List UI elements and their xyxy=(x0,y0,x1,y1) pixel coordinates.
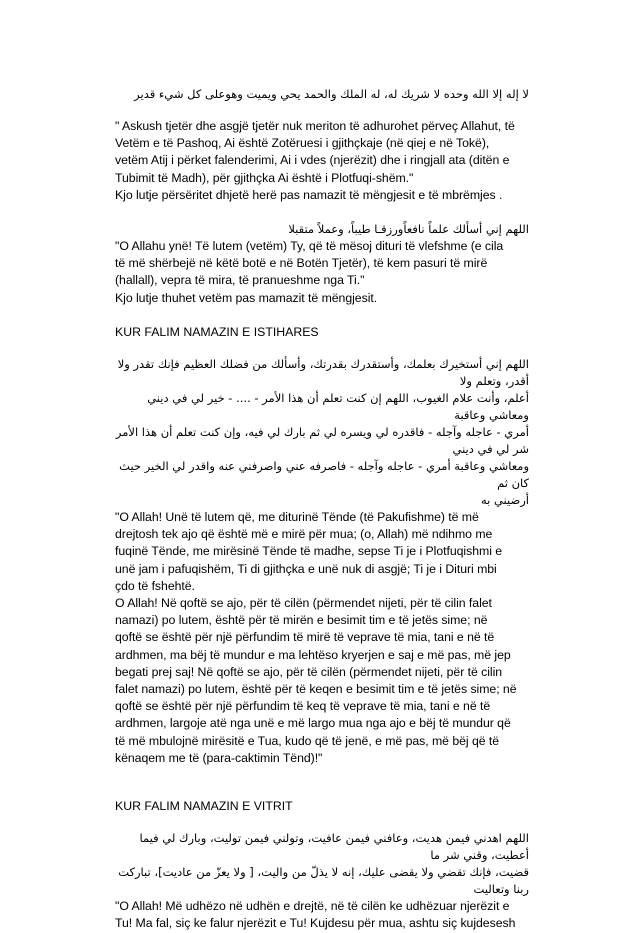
knowledge-dua-arabic: اللهم إني أسألك علماً نافعاًورزقـا طيباً، وعملاً متقبلا xyxy=(288,222,529,237)
knowledge-dua-translation: "O Allahu ynë! Të lutem (vetëm) Ty, që të mësoj dituri të vlefshme (e cila të më shërbejë në këtë botë e në Botën Tjetër), të kem pasuri të mirë (hallall), vepra të mira, të pranueshme nga Ti." Kjo lutje thuhet vetëm pas mamazit të mëngjesit. xyxy=(115,239,504,305)
vitr-dua-arabic: اللهم اهدني فيمن هديت، وعافني فيمن عافيت، وتولني فيمن توليت، وبارك لي فيما أعطيت، وقني شر ما قضيت، فإنك تقضي ولا يقضى عليك، إنه لا يذلّ من واليت، [ ولا يعزّ من عاديت]، تباركت ربنا وتعاليت xyxy=(118,831,529,897)
tahlil-dua-translation: " Askush tjetër dhe asgjë tjetër nuk meriton të adhurohet përveç Allahut, të Vetëm e të Pashoq, Ai është Zotëruesi i gjithçkaje (në qiej e në Tokë), vetëm Atij i përket falenderimi, Ai i vdes (njerëzit) dhe i ringjall ata (ditën e Tubimit të Madh), për gjithçka Ai është i Plotfuqi-shëm." Kjo lutje përsëritet dhjetë herë pas namazit të mëngjesit e të mbrëmjes . xyxy=(115,119,515,202)
istihare-heading: KUR FALIM NAMAZIN E ISTIHARES xyxy=(115,324,319,339)
istihare-dua-arabic: اللهم إني أستخيرك بعلمك، وأستقدرك بقدرتك، وأسألك من فضلك العظيم فإنك تقدر ولا أقدر، وتعلم ولا أعلم، وأنت علام الغيوب، اللهم إن كنت تعلم أن هذا الأمر - .... - خير لي في ديني ومعاشي وعاقبة أمري - عاجله وآجله - فاقدره لي ويسره لي ثم بارك لي فيه، وإن كنت تعلم أن هذا الأمر شر لي في ديني ومعاشي وعاقبة أمري - عاجله وآجله - فاصرفه عني واصرفني عنه واقدر لي الخير حيث كان ثم أرضيني به xyxy=(115,357,529,508)
tahlil-dua-arabic: لا إله إلا الله وحده لا شريك له، له الملك والحمد يحي ويميت وهوعلى كل شيء قدير xyxy=(134,87,529,101)
istihare-dua-translation: "O Allah! Unë të lutem që, me diturinë Tënde (të Pakufishme) të më drejtosh tek ajo që është më e mirë për mua; (o, Allah) më ndihmo me fuqinë Tënde, me mirësinë Tënde të madhe, sepse Ti je i Plotfuqishmi e unë jam i pafuqishëm, Ti di gjithçka e unë nuk di asgjë; Ti je i Dituri mbi çdo të fshehtë. O Allah! Në qoftë se ajo, për të cilën (përmendet nijeti, për të cilin falet namazi) po lutem, është për të mirën e besimit tim e të jetës sime; në qoftë se është për një përfundim të mirë të veprave të mia, tani e në të ardhmen, ma bëj të mundur e ma lehtëso kryerjen e saj e më pas, më jep begati prej saj! Në qoftë se ajo, për të cilën (përmendet nijeti, për të cilin falet namazi) po lutem, është për të keqen e besimit tim e të jetës sime; në qoftë se është për një përfundim të keq të veprave të mia, tani e në të ardhmen, largoje atë nga unë e më largo mua nga ajo e bëj të mundur që të më mbulojnë mirësitë e Tua, kudo që të jenë, e më pas, më bëj që të kënaqem me të (para-caktimin Tënd)!" xyxy=(115,510,517,765)
vitr-heading: KUR FALIM NAMAZIN E VITRIT xyxy=(115,799,293,814)
vitr-dua-translation: "O Allah! Më udhëzo në udhën e drejtë, në të cilën ke udhëzuar njerëzit e Tu! Ma fal, siç ke falur njerëzit e Tu! Kujdesu për mua, ashtu siç kujdesesh xyxy=(115,899,516,931)
